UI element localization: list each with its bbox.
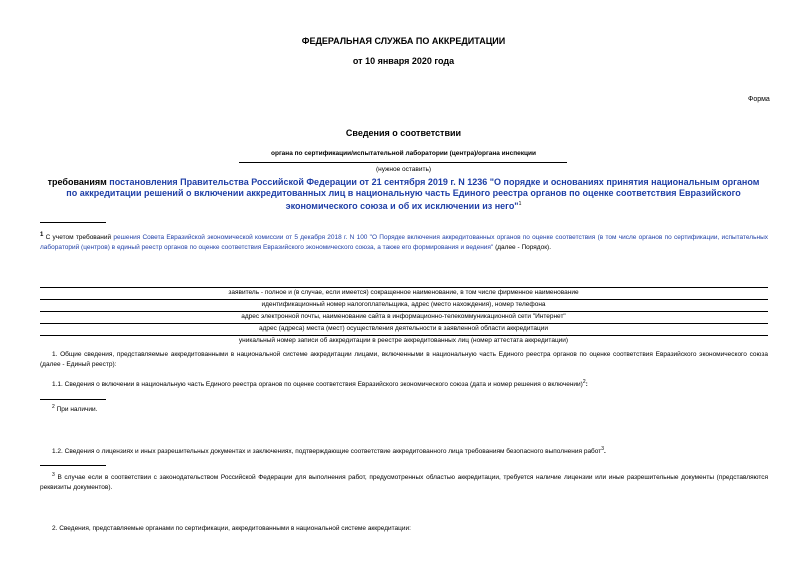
field-line-2[interactable] bbox=[40, 299, 768, 300]
subtitle-underline bbox=[239, 162, 567, 163]
footnote-2-mark: 2 bbox=[52, 404, 55, 410]
field-label-address: адрес (адреса) места (мест) осуществления деятельности в заявленной области аккредитации bbox=[259, 325, 548, 332]
section-1-text: 1. Общие сведения, представляемые аккредитованными в национальной системе аккредитации лицами, включенными в национальную часть Единого реестра органов по оценке соответствия Евразийского экономического союза (далее - Единый реестр): bbox=[40, 351, 768, 368]
footnote-2 bbox=[52, 404, 97, 413]
field-line-3[interactable] bbox=[40, 311, 768, 312]
field-line-1[interactable] bbox=[40, 287, 768, 288]
field-line-5[interactable] bbox=[40, 335, 768, 336]
footnote-3-mark: 3 bbox=[52, 472, 55, 478]
eec-decision-link[interactable]: решения Совета Евразийской экономической комиссии от 5 декабря 2018 г. N 100 "О Порядке включения аккредитованных органов по оценке соответствия (в том числе органов по сертификации, испытательных лабораторий (центров) в единый реестр органов по оценке соответствия Евразийского экономического союза, а также его формирования и ведения" bbox=[40, 234, 769, 252]
footnote-2-text: При наличии. bbox=[56, 406, 98, 414]
section-1-2: 1.2. Сведения о лицензиях и иных разрешительных документах и заключениях, подтверждающие соответствие аккредитованного лица требованиям безопасного выполнения работ$^3$. bbox=[52, 446, 606, 456]
field-label-record-number: уникальный номер записи об аккредитации в реестре аккредитованных лиц (номер аттестата аккредитации) bbox=[238, 337, 569, 344]
field-label-inn: идентификационный номер налогоплательщика, адрес (место нахождения), номер телефона bbox=[261, 301, 546, 308]
section-2-text: 2. Сведения, представляемые органами по сертификации, аккредитованными в национальной системе аккредитации: bbox=[52, 525, 411, 532]
footnote-ref-2[interactable]: 2 bbox=[582, 379, 586, 385]
footnote-1-mark: 1 bbox=[40, 232, 44, 238]
subtitle: органа по сертификации/испытательной лаборатории (центра)/органа инспекции bbox=[271, 150, 536, 157]
document-date: от 10 января 2020 года bbox=[352, 56, 455, 66]
footnote-separator-3 bbox=[40, 465, 106, 466]
section-1-1-text: 1.1. Сведения о включении в национальную часть Единого реестра органов по оценке соответствия Евразийского экономического союза (дата и номер решения о включении) bbox=[52, 381, 583, 389]
section-1-1: 1.1. Сведения о включении в национальную часть Единого реестра органов по оценке соответствия Евразийского экономического союза (дата и номер решения о включении)$^2$: bbox=[52, 379, 588, 389]
needed-note: (нужное оставить) bbox=[375, 166, 432, 173]
requirements-paragraph bbox=[42, 177, 765, 212]
requirements-prefix: требованиям bbox=[47, 177, 107, 187]
section-1-2-text: 1.2. Сведения о лицензиях и иных разрешительных документах и заключениях, подтверждающие соответствие аккредитованного лица требованиям безопасного выполнения работ bbox=[52, 448, 602, 456]
footnote-3-text: В случае если в соответствии с законодательством Российской Федерации для выполнения работ, предусмотренных областью аккредитации, требуется наличие лицензии или иные разрешительные документы (представляются реквизиты документов). bbox=[40, 474, 768, 492]
page-title: Сведения о соответствии bbox=[345, 128, 462, 138]
field-label-email: адрес электронной почты, наименование сайта в информационно-телекоммуникационной сети "Интернет" bbox=[241, 313, 566, 320]
field-line-4[interactable] bbox=[40, 323, 768, 324]
decree-link[interactable]: постановления Правительства Российской Федерации от 21 сентября 2019 г. N 1236 "О порядке и основаниях принятия национальным органом по аккредитации решений о включении аккредитованных лиц в национальную часть Единого реестра органов по оценке соответствия Евразийского экономического союза и об их исключении из него" bbox=[66, 177, 760, 211]
agency-title: ФЕДЕРАЛЬНАЯ СЛУЖБА ПО АККРЕДИТАЦИИ bbox=[301, 36, 506, 46]
form-label: Форма bbox=[748, 96, 770, 103]
footnote-separator-2 bbox=[40, 399, 106, 400]
footnote-separator bbox=[40, 222, 106, 223]
footnote-1-tail: (далее - Порядок). bbox=[495, 244, 552, 252]
footnote-1-lead: С учетом требований bbox=[45, 234, 112, 242]
footnote-1 bbox=[40, 230, 768, 253]
footnote-ref-1[interactable]: 1 bbox=[518, 201, 522, 207]
field-label-applicant: заявитель - полное и (в случае, если имеется) сокращенное наименование, в том числе фирменное наименование bbox=[228, 289, 579, 296]
footnote-ref-3[interactable]: 3 bbox=[601, 446, 605, 452]
footnote-3 bbox=[40, 470, 768, 493]
